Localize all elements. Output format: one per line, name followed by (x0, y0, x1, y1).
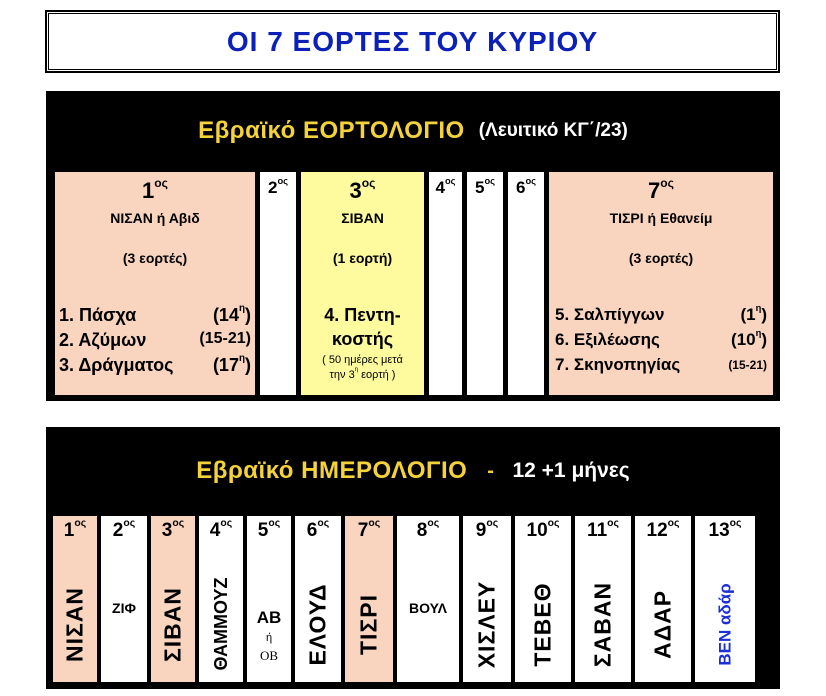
month-5-ordinal: $5^{o\varsigma}$ (474, 176, 496, 197)
feast-2: 2. Αζύμων (59, 330, 147, 350)
month-7-count: (3 εορτές) (628, 250, 694, 266)
calendar-month-4-ordinal: $4^{o\varsigma}$ (209, 518, 233, 541)
calendar-month-10-name: ΤΕΒΕΘ (529, 581, 556, 667)
calendar-month-11-name: ΣΑΒΑΝ (589, 581, 616, 667)
month-3-count: (1 εορτή) (332, 250, 393, 266)
feasts-header (49, 94, 777, 168)
calendar-month-12-name: ΑΔΑΡ (649, 589, 676, 659)
feast-4-line1: 4. Πεντη- (324, 305, 401, 325)
feast-5: 5. Σαλπίγγων (555, 305, 665, 324)
feast-month-1 (53, 170, 257, 397)
calendar-month-3-name: ΣΙΒΑΝ (159, 586, 186, 662)
feast-3-day: $(17^\eta)$ (212, 353, 251, 375)
calendar-month-8-ordinal: $8^{o\varsigma}$ (416, 518, 440, 541)
month-2-ordinal: $2^{o\varsigma}$ (267, 176, 289, 197)
feast-2-day: (15-21) (199, 330, 251, 347)
calendar-month-5-ordinal: $5^{o\varsigma}$ (257, 518, 281, 541)
month-6-ordinal: $6^{o\varsigma}$ (515, 176, 537, 197)
page-title: ΟΙ 7 ΕΟΡΤΕΣ ΤΟΥ ΚΥΡΙΟΥ (46, 11, 779, 72)
feast-4-note-line2: την $3^\eta$ εορτή ) (329, 367, 396, 381)
calendar-month-11-ordinal: $11^{o\varsigma}$ (587, 518, 619, 541)
month-3-ordinal: $3^{o\varsigma}$ (349, 176, 376, 203)
feast-1-day: $(14^\eta)$ (212, 303, 251, 325)
calendar-month-2-name: ΖΙΦ (112, 600, 136, 616)
month-1-name: ΝΙΣΑΝ ή Αβιδ (110, 210, 200, 226)
calendar-month-12-ordinal: $12^{o\varsigma}$ (646, 518, 680, 541)
calendar-month-1 (51, 514, 99, 684)
calendar-month-2-ordinal: $2^{o\varsigma}$ (112, 518, 136, 541)
calendar-month-4 (197, 514, 245, 684)
feast-7: 7. Σκηνοπηγίας (555, 355, 681, 374)
feast-6-day: $(10^\eta)$ (731, 328, 767, 349)
calendar-month-5 (245, 514, 293, 684)
calendar-month-1-name: ΝΙΣΑΝ (61, 586, 88, 662)
feast-4-line2: κοστής (331, 329, 394, 349)
calendar-panel (46, 427, 780, 689)
calendar-header (49, 430, 777, 512)
calendar-month-9-ordinal: $9^{o\varsigma}$ (475, 518, 499, 541)
calendar-month-8 (395, 514, 461, 684)
calendar-month-10-ordinal: $10^{o\varsigma}$ (526, 518, 560, 541)
calendar-month-9-name: ΧΙΣΛΕΥ (473, 580, 500, 668)
calendar-month-2 (99, 514, 149, 684)
feast-month-6 (506, 170, 546, 397)
calendar-month-3-ordinal: $3^{o\varsigma}$ (161, 518, 185, 541)
calendar-month-8-name: ΒΟΥΛ (408, 600, 447, 616)
calendar-month-10 (513, 514, 573, 684)
calendar-month-7-name: ΤΙΣΡΙ (355, 593, 382, 655)
feast-4-note-line1: ( 50 ημέρες μετά (322, 354, 403, 366)
feast-1: 1. Πάσχα (59, 305, 137, 325)
month-4-ordinal: $4^{o\varsigma}$ (435, 176, 456, 197)
calendar-month-13 (693, 514, 757, 684)
calendar-month-7 (343, 514, 395, 684)
calendar-month-5-name: ΑΒ (256, 608, 282, 627)
calendar-month-4-name: ΘΑΜΜΟΥΖ (211, 577, 231, 671)
feasts-reference: (Λευιτικό ΚΓ΄/23) (478, 120, 628, 141)
calendar-month-3 (149, 514, 197, 684)
month-1-ordinal: $1^{o\varsigma}$ (142, 176, 168, 203)
month-7-name: ΤΙΣΡΙ ή Εθανείμ (609, 210, 713, 226)
calendar-month-6 (293, 514, 343, 684)
calendar-month-13-ordinal: $13^{o\varsigma}$ (708, 518, 742, 541)
feast-6: 6. Εξιλέωσης (555, 330, 660, 349)
calendar-month-5-alt-name: ΟΒ (259, 648, 279, 663)
calendar-subtitle: 12 +1 μήνες (512, 459, 630, 482)
feast-3: 3. Δράγματος (59, 355, 174, 375)
month-7-ordinal: $7^{o\varsigma}$ (648, 176, 674, 203)
calendar-month-12 (633, 514, 693, 684)
calendar-month-6-ordinal: $6^{o\varsigma}$ (306, 518, 330, 541)
feast-month-3 (299, 170, 426, 397)
calendar-month-13-name: ΒΕΝ αδάρ (715, 582, 735, 666)
calendar-row (51, 514, 775, 684)
calendar-month-6-name: ΕΛΟΥΔ (304, 582, 331, 666)
feast-month-4 (427, 170, 464, 397)
month-1-count: (3 εορτές) (122, 250, 188, 266)
feast-month-7 (547, 170, 775, 397)
feast-month-5 (465, 170, 505, 397)
calendar-month-1-ordinal: $1^{o\varsigma}$ (63, 518, 87, 541)
feast-month-2 (258, 170, 298, 397)
feast-7-day: (15-21) (728, 358, 767, 372)
calendar-heading: Εβραϊκό ΗΜΕΡΟΛΟΓΙΟ (196, 457, 468, 484)
month-3-name: ΣΙΒΑΝ (341, 210, 384, 226)
calendar-month-11 (573, 514, 633, 684)
calendar-dash: - (487, 459, 495, 482)
calendar-month-7-ordinal: $7^{o\varsigma}$ (357, 518, 381, 541)
feasts-panel (46, 91, 780, 401)
calendar-month-5-or: ή (265, 632, 273, 644)
feasts-heading: Εβραϊκό ΕΟΡΤΟΛΟΓΙΟ (198, 117, 465, 144)
feast-5-day: $(1^\eta)$ (740, 303, 767, 324)
calendar-month-9 (461, 514, 513, 684)
